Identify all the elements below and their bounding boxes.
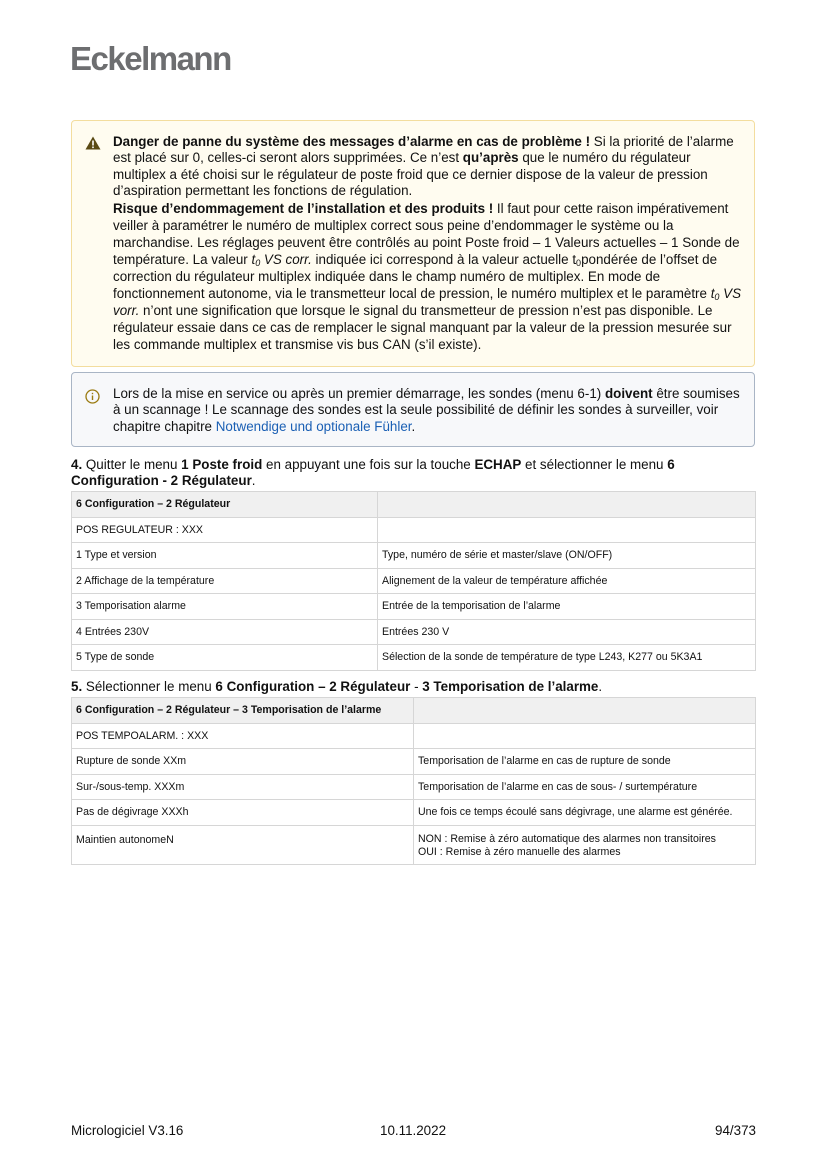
param-name: VS corr. bbox=[260, 251, 312, 267]
text: indiquée ici correspond à la valeur actuelle t bbox=[311, 251, 577, 267]
warning-title: Danger de panne du système des messages d’alarme en cas de problème ! bbox=[113, 134, 591, 149]
header-cell: 6 Configuration – 2 Régulateur bbox=[72, 492, 378, 518]
table-row bbox=[72, 517, 756, 543]
option-non: NON : Remise à zéro automatique des alarmes non transitoires bbox=[418, 832, 716, 845]
cell: 4 Entrées 230V bbox=[72, 619, 378, 645]
warning-triangle-icon bbox=[85, 136, 101, 150]
key-name: ECHAP bbox=[474, 457, 522, 472]
header-cell bbox=[378, 492, 756, 518]
table-row bbox=[72, 825, 756, 864]
text: . bbox=[251, 473, 256, 488]
t0-symbol: t bbox=[251, 251, 256, 267]
cell: Alignement de la valeur de température affichée bbox=[378, 568, 756, 594]
step-5 bbox=[71, 679, 755, 695]
warning-paragraph-2 bbox=[113, 200, 742, 353]
footer-version: Micrologiciel V3.16 bbox=[71, 1123, 184, 1138]
header-cell: 6 Configuration – 2 Régulateur – 3 Temporisation de l’alarme bbox=[72, 698, 414, 724]
cell: POS TEMPOALARM. : XXX bbox=[72, 723, 414, 749]
table-row bbox=[72, 800, 756, 826]
table-row bbox=[72, 645, 756, 671]
emphasis: doivent bbox=[604, 386, 653, 401]
option-oui: OUI : Remise à zéro manuelle des alarmes bbox=[418, 845, 621, 858]
subscript: 0 bbox=[255, 257, 261, 268]
table-header bbox=[72, 492, 756, 518]
text: Si la priorité de l’alarme est placé sur 0, celles-ci seront alors supprimées. Ce n’est bbox=[113, 134, 734, 166]
cell: 2 Affichage de la température bbox=[72, 568, 378, 594]
step-number: 5. bbox=[71, 679, 83, 694]
param-name: VS vorr. bbox=[113, 285, 742, 318]
menu-name: 3 Temporisation de l’alarme bbox=[422, 679, 599, 694]
text: Lors de la mise en service ou après un premier démarrage, les sondes (menu 6-1) bbox=[113, 386, 605, 401]
info-box bbox=[71, 372, 755, 447]
table-row bbox=[72, 723, 756, 749]
text: Il faut pour cette raison impérativement veiller à paramétrer le numéro de multiplex correct sous peine d’endommager le système ou la marchandise. Les réglages peuvent être contrôlés au point Poste froid – 1 Valeurs actuelles – 1 Sonde de température. La valeur bbox=[113, 200, 740, 267]
alarm-delay-table bbox=[71, 697, 756, 865]
emphasis: qu’après bbox=[462, 150, 519, 166]
table-row bbox=[72, 594, 756, 620]
cell: POS REGULATEUR : XXX bbox=[72, 517, 378, 543]
text: en appuyant une fois sur la touche bbox=[262, 457, 475, 472]
subscript: 0 bbox=[714, 291, 720, 302]
text: pondérée de l’offset de correction du régulateur multiplex indiquée dans le champ numéro de multiplex. En mode de fonctionnement autonome, via le transmetteur local de pression, le numéro multiplex et le paramètre bbox=[113, 251, 718, 301]
cell: Type, numéro de série et master/slave (ON/OFF) bbox=[378, 543, 756, 569]
warning-paragraph-1 bbox=[113, 134, 742, 200]
table-row bbox=[72, 774, 756, 800]
cell bbox=[414, 723, 756, 749]
cell: 3 Temporisation alarme bbox=[72, 594, 378, 620]
footer-page-number: 94/373 bbox=[715, 1123, 756, 1138]
cell: Sur-/sous-temp. XXXm bbox=[72, 774, 414, 800]
cell: Une fois ce temps écoulé sans dégivrage, une alarme est générée. bbox=[414, 800, 756, 826]
info-text bbox=[113, 386, 742, 435]
menu-name: 6 Configuration - 2 Régulateur bbox=[71, 457, 675, 488]
menu-name: 6 Configuration – 2 Régulateur bbox=[215, 679, 411, 694]
cell: Sélection de la sonde de température de type L243, K277 ou 5K3A1 bbox=[378, 645, 756, 671]
cell: Maintien autonomeN bbox=[72, 825, 414, 864]
table-row bbox=[72, 619, 756, 645]
logo: Eckelmann bbox=[70, 40, 231, 77]
table-row bbox=[72, 543, 756, 569]
cell: Entrée de la temporisation de l’alarme bbox=[378, 594, 756, 620]
risk-title: Risque d’endommagement de l’installation et des produits ! bbox=[113, 200, 494, 216]
text: n’ont une signification que lorsque le signal du transmetteur de pression n’est pas disponible. Le régulateur essaie dans ce cas de remplacer le signal manquant par la valeur de la pression mesurée sur les commande multiplex et transmise vis bus CAN (s’il existe). bbox=[113, 302, 732, 352]
table-row bbox=[72, 568, 756, 594]
text: . bbox=[411, 418, 416, 434]
table-row bbox=[72, 749, 756, 775]
cell: 5 Type de sonde bbox=[72, 645, 378, 671]
config-regulator-table bbox=[71, 491, 756, 671]
subscript: 0 bbox=[576, 257, 582, 268]
cell: Temporisation de l’alarme en cas de sous- / surtempérature bbox=[414, 774, 756, 800]
text: Quitter le menu bbox=[82, 457, 182, 472]
table-header bbox=[72, 698, 756, 724]
chapter-link[interactable]: Notwendige und optionale Fühler bbox=[215, 418, 412, 434]
text: - bbox=[410, 679, 423, 694]
cell: Rupture de sonde XXm bbox=[72, 749, 414, 775]
text: que le numéro du régulateur multiplex a été choisi sur le régulateur de poste froid que ce dernier dispose de la valeur de pression d’aspiration permettant les fonctions de régulation. bbox=[113, 150, 708, 199]
step-number: 4. bbox=[71, 457, 83, 472]
menu-name: 1 Poste froid bbox=[181, 457, 263, 472]
t0-symbol: t bbox=[710, 285, 715, 301]
cell: Temporisation de l’alarme en cas de rupture de sonde bbox=[414, 749, 756, 775]
warning-box bbox=[71, 120, 755, 367]
cell bbox=[378, 517, 756, 543]
text: Sélectionner le menu bbox=[82, 679, 216, 694]
cell: Entrées 230 V bbox=[378, 619, 756, 645]
text: . bbox=[598, 679, 603, 694]
cell: 1 Type et version bbox=[72, 543, 378, 569]
text: être soumises à un scannage ! Le scannage des sondes est la seule possibilité de définir les sondes à surveiller, voir chapitre chapitre bbox=[113, 386, 740, 434]
cell: Pas de dégivrage XXXh bbox=[72, 800, 414, 826]
header-cell bbox=[414, 698, 756, 724]
cell bbox=[414, 825, 756, 864]
footer-date: 10.11.2022 bbox=[380, 1123, 447, 1138]
info-circle-icon bbox=[85, 389, 100, 404]
text: et sélectionner le menu bbox=[521, 457, 668, 472]
step-4 bbox=[71, 457, 755, 489]
